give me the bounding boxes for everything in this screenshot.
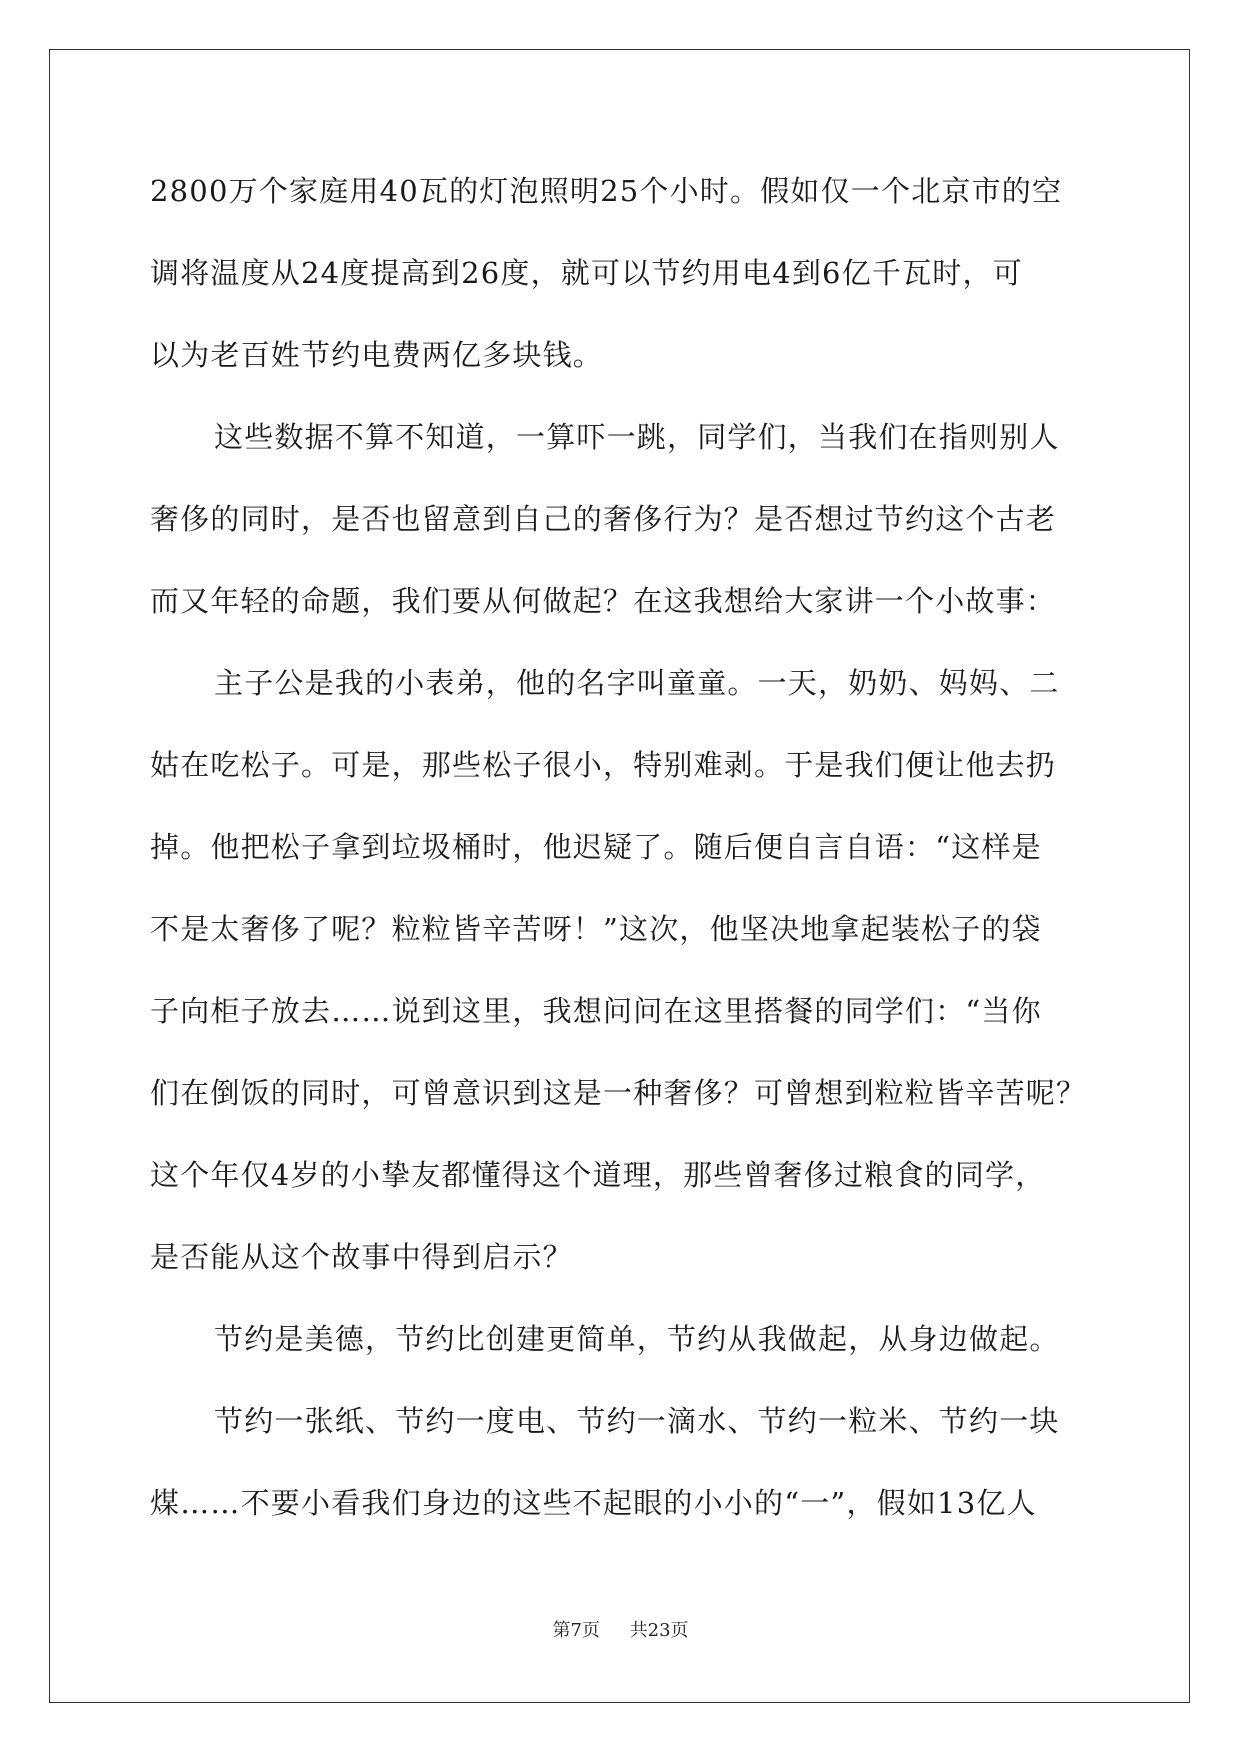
text-line: 2800万个家庭用40瓦的灯泡照明25个小时。假如仅一个北京市的空 (150, 174, 1063, 208)
text-line: 子向柜子放去……说到这里，我想问问在这里搭餐的同学们：“当你 (150, 994, 1042, 1028)
text-line: 煤……不要小看我们身边的这些不起眼的小小的“一”，假如13亿人 (150, 1486, 1037, 1520)
text-line: 们在倒饭的同时，可曾意识到这是一种奢侈？可曾想到粒粒皆辛苦呢？ (150, 1076, 1087, 1110)
text-line: 奢侈的同时，是否也留意到自己的奢侈行为？是否想过节约这个古老 (150, 502, 1057, 536)
paragraph-start-line: 这些数据不算不知道，一算吓一跳，同学们，当我们在指则别人 (214, 420, 1060, 454)
paragraph-start-line: 节约一张纸、节约一度电、节约一滴水、节约一粒米、节约一块 (214, 1404, 1060, 1438)
text-line: 调将温度从24度提高到26度，就可以节约用电4到6亿千瓦时，可 (150, 256, 1023, 290)
document-body (150, 158, 1090, 1552)
page-total: 共23页 (629, 1620, 689, 1641)
text-line: 不是太奢侈了呢？粒粒皆辛苦呀！”这次，他坚决地拿起装松子的袋 (150, 912, 1042, 946)
text-line: 以为老百姓节约电费两亿多块钱。 (150, 338, 604, 372)
paragraph-start-line: 主子公是我的小表弟，他的名字叫童童。一天，奶奶、妈妈、二 (214, 666, 1060, 700)
text-line: 而又年轻的命题，我们要从何做起？在这我想给大家讲一个小故事： (150, 584, 1057, 618)
text-line: 这个年仅4岁的小挚友都懂得这个道理，那些曾奢侈过粮食的同学， (150, 1158, 1046, 1192)
page-number: 第7页 (552, 1620, 600, 1641)
text-line: 姑在吃松子。可是，那些松子很小，特别难剥。于是我们便让他去扔 (150, 748, 1057, 782)
text-line: 掉。他把松子拿到垃圾桶时，他迟疑了。随后便自言自语：“这样是 (150, 830, 1042, 864)
page-footer (0, 1616, 1241, 1642)
paragraph-start-line: 节约是美德，节约比创建更简单，节约从我做起，从身边做起。 (214, 1322, 1060, 1356)
text-line: 是否能从这个故事中得到启示？ (150, 1240, 573, 1274)
